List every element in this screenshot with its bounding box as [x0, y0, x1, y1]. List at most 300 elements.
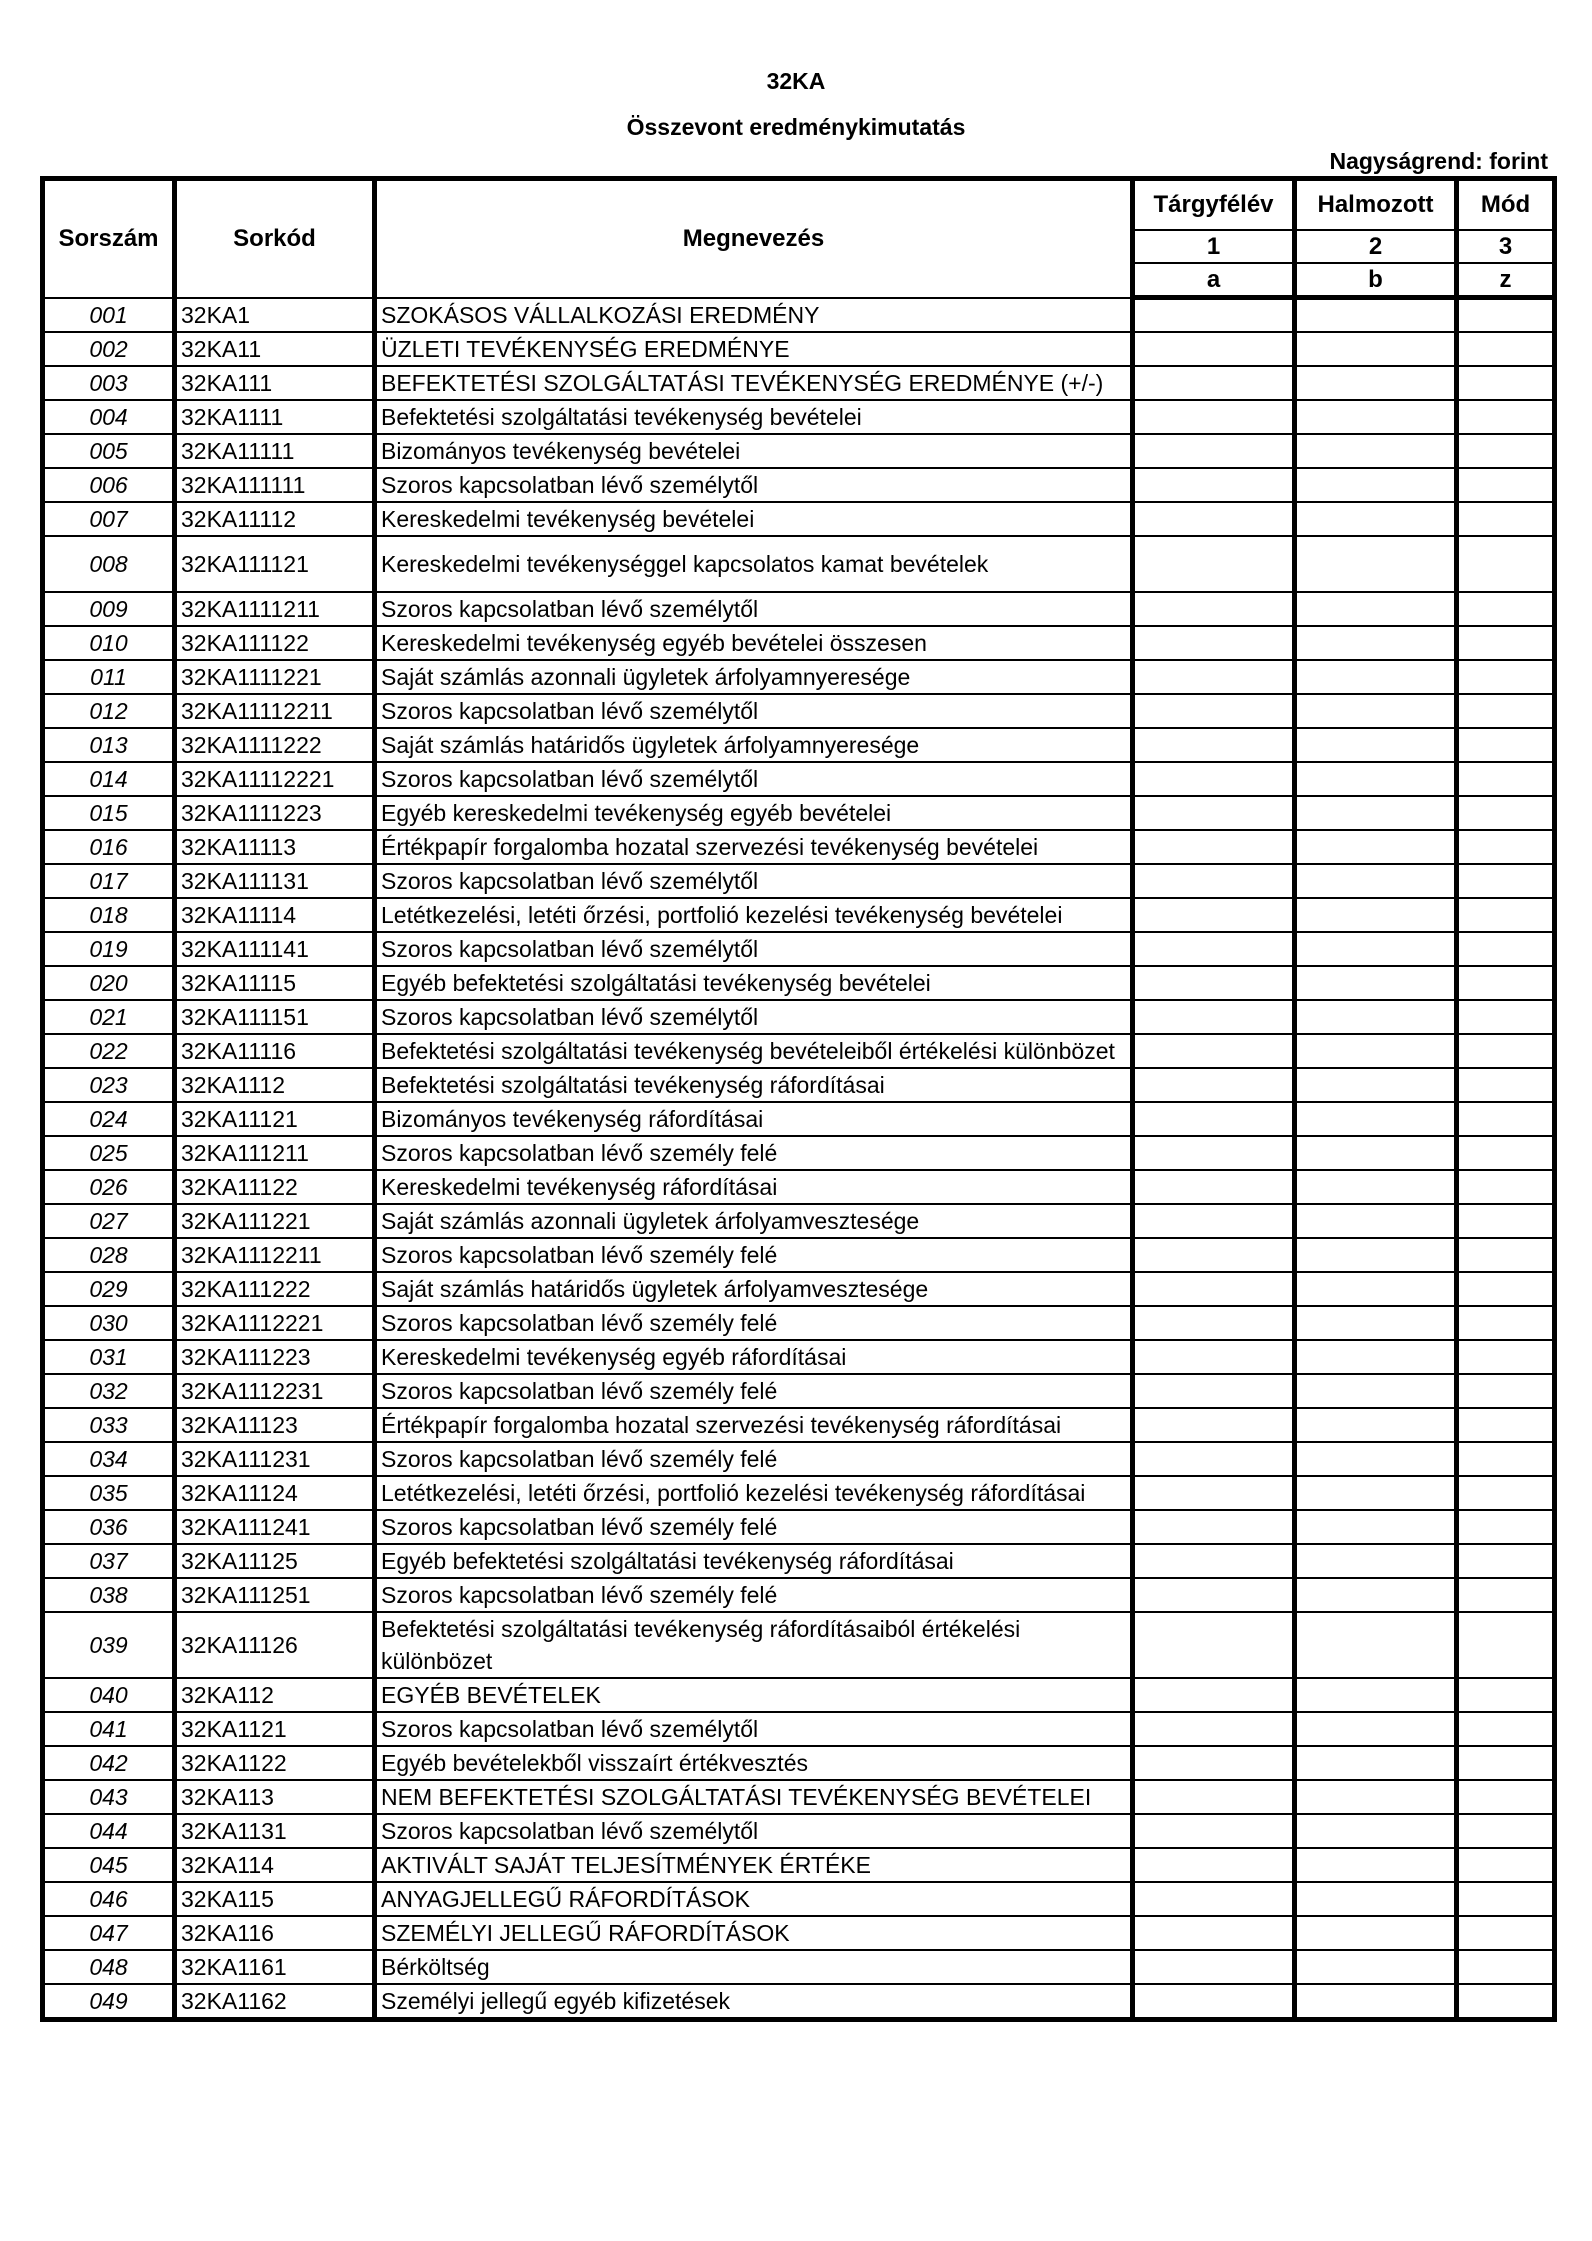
- row-sorszam: 032: [43, 1374, 175, 1408]
- row-sorkod: 32KA111121: [175, 536, 375, 592]
- row-sorkod: 32KA111111: [175, 468, 375, 502]
- row-megnevezes: Letétkezelési, letéti őrzési, portfolió kezelési tevékenység ráfordításai: [375, 1476, 1133, 1510]
- table-row: [43, 468, 1555, 502]
- row-value-mod[interactable]: [1457, 626, 1555, 660]
- row-value-halmozott[interactable]: [1295, 1170, 1457, 1204]
- row-value-halmozott[interactable]: [1295, 1306, 1457, 1340]
- table-row: [43, 1102, 1555, 1136]
- row-value-mod[interactable]: [1457, 1814, 1555, 1848]
- row-megnevezes: Értékpapír forgalomba hozatal szervezési tevékenység bevételei: [375, 830, 1133, 864]
- row-megnevezes: Bizományos tevékenység bevételei: [375, 434, 1133, 468]
- row-megnevezes: Szoros kapcsolatban lévő személy felé: [375, 1442, 1133, 1476]
- row-value-mod[interactable]: [1457, 1408, 1555, 1442]
- table-row: [43, 1746, 1555, 1780]
- row-value-halmozott[interactable]: [1295, 626, 1457, 660]
- row-value-targyfelev[interactable]: [1133, 1510, 1295, 1544]
- row-sorszam: 014: [43, 762, 175, 796]
- row-value-targyfelev[interactable]: [1133, 1170, 1295, 1204]
- row-value-targyfelev[interactable]: [1133, 762, 1295, 796]
- row-sorszam: 026: [43, 1170, 175, 1204]
- row-sorkod: 32KA11125: [175, 1544, 375, 1578]
- table-row: [43, 1476, 1555, 1510]
- row-sorszam: 038: [43, 1578, 175, 1612]
- row-megnevezes: Bérköltség: [375, 1950, 1133, 1984]
- table-row: [43, 1306, 1555, 1340]
- row-value-mod[interactable]: [1457, 332, 1555, 366]
- table-row: [43, 592, 1555, 626]
- row-megnevezes: ÜZLETI TEVÉKENYSÉG EREDMÉNYE: [375, 332, 1133, 366]
- row-sorkod: 32KA1111211: [175, 592, 375, 626]
- row-value-halmozott[interactable]: [1295, 1746, 1457, 1780]
- row-sorszam: 043: [43, 1780, 175, 1814]
- row-value-halmozott[interactable]: [1295, 1848, 1457, 1882]
- row-value-targyfelev[interactable]: [1133, 536, 1295, 592]
- row-value-halmozott[interactable]: [1295, 1408, 1457, 1442]
- row-value-mod[interactable]: [1457, 1442, 1555, 1476]
- row-value-targyfelev[interactable]: [1133, 1102, 1295, 1136]
- row-value-halmozott[interactable]: [1295, 332, 1457, 366]
- row-value-targyfelev[interactable]: [1133, 1000, 1295, 1034]
- row-sorszam: 013: [43, 728, 175, 762]
- row-value-halmozott[interactable]: [1295, 1136, 1457, 1170]
- document-subtitle: Összevont eredménykimutatás: [626, 114, 966, 140]
- row-value-mod[interactable]: [1457, 1950, 1555, 1984]
- row-value-targyfelev[interactable]: [1133, 864, 1295, 898]
- row-value-mod[interactable]: [1457, 1204, 1555, 1238]
- row-sorszam: 023: [43, 1068, 175, 1102]
- table-row: [43, 1578, 1555, 1612]
- table-row: [43, 762, 1555, 796]
- row-megnevezes: BEFEKTETÉSI SZOLGÁLTATÁSI TEVÉKENYSÉG EREDMÉNYE (+/-): [375, 366, 1133, 400]
- row-value-mod[interactable]: [1457, 1510, 1555, 1544]
- row-megnevezes: Egyéb befektetési szolgáltatási tevékenység ráfordításai: [375, 1544, 1133, 1578]
- row-value-targyfelev[interactable]: [1133, 1950, 1295, 1984]
- row-value-targyfelev[interactable]: [1133, 1442, 1295, 1476]
- row-value-targyfelev[interactable]: [1133, 1984, 1295, 2020]
- table-row: [43, 332, 1555, 366]
- row-megnevezes: Értékpapír forgalomba hozatal szervezési tevékenység ráfordításai: [375, 1408, 1133, 1442]
- table-row: [43, 1238, 1555, 1272]
- row-sorszam: 035: [43, 1476, 175, 1510]
- row-value-targyfelev[interactable]: [1133, 1340, 1295, 1374]
- row-sorszam: 016: [43, 830, 175, 864]
- row-megnevezes: Kereskedelmi tevékenység bevételei: [375, 502, 1133, 536]
- row-value-targyfelev[interactable]: [1133, 1272, 1295, 1306]
- row-value-mod[interactable]: [1457, 1984, 1555, 2020]
- row-value-targyfelev[interactable]: [1133, 830, 1295, 864]
- row-sorkod: 32KA111222: [175, 1272, 375, 1306]
- row-value-mod[interactable]: [1457, 592, 1555, 626]
- row-megnevezes: Kereskedelmi tevékenység ráfordításai: [375, 1170, 1133, 1204]
- row-value-mod[interactable]: [1457, 1272, 1555, 1306]
- row-sorszam: 020: [43, 966, 175, 1000]
- row-sorkod: 32KA1111221: [175, 660, 375, 694]
- row-value-targyfelev[interactable]: [1133, 966, 1295, 1000]
- row-value-mod[interactable]: [1457, 1170, 1555, 1204]
- row-value-targyfelev[interactable]: [1133, 1306, 1295, 1340]
- row-sorszam: 039: [43, 1612, 175, 1678]
- row-value-halmozott[interactable]: [1295, 1442, 1457, 1476]
- table-row: [43, 626, 1555, 660]
- row-value-targyfelev[interactable]: [1133, 1068, 1295, 1102]
- row-value-halmozott[interactable]: [1295, 1780, 1457, 1814]
- table-row: [43, 1204, 1555, 1238]
- row-value-halmozott[interactable]: [1295, 536, 1457, 592]
- row-value-mod[interactable]: [1457, 830, 1555, 864]
- row-value-targyfelev[interactable]: [1133, 932, 1295, 966]
- row-value-mod[interactable]: [1457, 1848, 1555, 1882]
- row-value-halmozott[interactable]: [1295, 1374, 1457, 1408]
- row-sorkod: 32KA111: [175, 366, 375, 400]
- table-row: [43, 1612, 1555, 1678]
- table-row: [43, 1984, 1555, 2020]
- row-value-mod[interactable]: [1457, 1916, 1555, 1950]
- row-value-halmozott[interactable]: [1295, 1204, 1457, 1238]
- row-value-halmozott[interactable]: [1295, 1578, 1457, 1612]
- table-row: [43, 830, 1555, 864]
- row-value-halmozott[interactable]: [1295, 1102, 1457, 1136]
- row-value-mod[interactable]: [1457, 468, 1555, 502]
- row-value-mod[interactable]: [1457, 536, 1555, 592]
- table-row: [43, 1442, 1555, 1476]
- row-value-halmozott[interactable]: [1295, 434, 1457, 468]
- row-megnevezes: Szoros kapcsolatban lévő személytől: [375, 1814, 1133, 1848]
- row-megnevezes: EGYÉB BEVÉTELEK: [375, 1678, 1133, 1712]
- row-sorkod: 32KA112: [175, 1678, 375, 1712]
- row-sorkod: 32KA115: [175, 1882, 375, 1916]
- header-targyfelev: Tárgyfélév: [1133, 179, 1295, 231]
- row-value-halmozott[interactable]: [1295, 1510, 1457, 1544]
- row-value-targyfelev[interactable]: [1133, 728, 1295, 762]
- row-sorkod: 32KA11124: [175, 1476, 375, 1510]
- row-value-targyfelev[interactable]: [1133, 1034, 1295, 1068]
- row-value-mod[interactable]: [1457, 1476, 1555, 1510]
- row-sorkod: 32KA1121: [175, 1712, 375, 1746]
- row-value-halmozott[interactable]: [1295, 1882, 1457, 1916]
- row-value-mod[interactable]: [1457, 502, 1555, 536]
- row-sorkod: 32KA1112211: [175, 1238, 375, 1272]
- row-value-targyfelev[interactable]: [1133, 502, 1295, 536]
- row-value-mod[interactable]: [1457, 660, 1555, 694]
- row-value-halmozott[interactable]: [1295, 1034, 1457, 1068]
- row-value-mod[interactable]: [1457, 1374, 1555, 1408]
- row-value-halmozott[interactable]: [1295, 1916, 1457, 1950]
- row-sorkod: 32KA114: [175, 1848, 375, 1882]
- row-value-mod[interactable]: [1457, 298, 1555, 332]
- row-value-mod[interactable]: [1457, 932, 1555, 966]
- header-sorszam: Sorszám: [43, 179, 175, 298]
- row-value-targyfelev[interactable]: [1133, 1204, 1295, 1238]
- row-value-halmozott[interactable]: [1295, 932, 1457, 966]
- row-value-targyfelev[interactable]: [1133, 434, 1295, 468]
- row-sorszam: 011: [43, 660, 175, 694]
- row-sorkod: 32KA111223: [175, 1340, 375, 1374]
- row-value-targyfelev[interactable]: [1133, 1544, 1295, 1578]
- row-value-targyfelev[interactable]: [1133, 1848, 1295, 1882]
- row-sorszam: 007: [43, 502, 175, 536]
- row-value-halmozott[interactable]: [1295, 762, 1457, 796]
- row-value-mod[interactable]: [1457, 1136, 1555, 1170]
- row-value-targyfelev[interactable]: [1133, 1374, 1295, 1408]
- row-value-mod[interactable]: [1457, 434, 1555, 468]
- row-sorkod: 32KA11: [175, 332, 375, 366]
- row-value-halmozott[interactable]: [1295, 660, 1457, 694]
- header-mod: Mód: [1457, 179, 1555, 231]
- row-value-targyfelev[interactable]: [1133, 694, 1295, 728]
- row-sorszam: 008: [43, 536, 175, 592]
- row-sorkod: 32KA1122: [175, 1746, 375, 1780]
- row-sorszam: 034: [43, 1442, 175, 1476]
- row-value-halmozott[interactable]: [1295, 864, 1457, 898]
- row-sorkod: 32KA1111: [175, 400, 375, 434]
- header-num-1: 1: [1133, 230, 1295, 263]
- row-sorszam: 021: [43, 1000, 175, 1034]
- row-value-targyfelev[interactable]: [1133, 298, 1295, 332]
- table-row: [43, 1000, 1555, 1034]
- row-sorkod: 32KA1112: [175, 1068, 375, 1102]
- row-value-halmozott[interactable]: [1295, 1950, 1457, 1984]
- row-value-targyfelev[interactable]: [1133, 898, 1295, 932]
- row-value-halmozott[interactable]: [1295, 1544, 1457, 1578]
- header-code-b: b: [1295, 263, 1457, 298]
- table-row: [43, 1374, 1555, 1408]
- row-value-targyfelev[interactable]: [1133, 592, 1295, 626]
- row-value-mod[interactable]: [1457, 1238, 1555, 1272]
- row-sorkod: 32KA11112221: [175, 762, 375, 796]
- row-value-mod[interactable]: [1457, 762, 1555, 796]
- row-value-mod[interactable]: [1457, 796, 1555, 830]
- row-value-mod[interactable]: [1457, 966, 1555, 1000]
- row-sorszam: 005: [43, 434, 175, 468]
- row-value-mod[interactable]: [1457, 694, 1555, 728]
- row-sorszam: 048: [43, 1950, 175, 1984]
- table-row: [43, 1272, 1555, 1306]
- row-megnevezes: Szoros kapcsolatban lévő személytől: [375, 932, 1133, 966]
- row-megnevezes: Szoros kapcsolatban lévő személytől: [375, 864, 1133, 898]
- row-value-halmozott[interactable]: [1295, 966, 1457, 1000]
- row-sorkod: 32KA111151: [175, 1000, 375, 1034]
- header-num-3: 3: [1457, 230, 1555, 263]
- header-num-2: 2: [1295, 230, 1457, 263]
- row-megnevezes: Saját számlás azonnali ügyletek árfolyamvesztesége: [375, 1204, 1133, 1238]
- table-row: [43, 536, 1555, 592]
- row-value-halmozott[interactable]: [1295, 1984, 1457, 2020]
- row-value-targyfelev[interactable]: [1133, 1476, 1295, 1510]
- table-row: [43, 966, 1555, 1000]
- row-value-halmozott[interactable]: [1295, 1272, 1457, 1306]
- row-value-targyfelev[interactable]: [1133, 400, 1295, 434]
- row-megnevezes: Szoros kapcsolatban lévő személytől: [375, 694, 1133, 728]
- row-value-halmozott[interactable]: [1295, 1068, 1457, 1102]
- row-megnevezes: Befektetési szolgáltatási tevékenység ráfordításaiból értékelési különbözet: [375, 1612, 1133, 1678]
- row-sorkod: 32KA11122: [175, 1170, 375, 1204]
- row-megnevezes: Szoros kapcsolatban lévő személy felé: [375, 1374, 1133, 1408]
- row-megnevezes: NEM BEFEKTETÉSI SZOLGÁLTATÁSI TEVÉKENYSÉG BEVÉTELEI: [375, 1780, 1133, 1814]
- row-sorkod: 32KA116: [175, 1916, 375, 1950]
- row-sorszam: 045: [43, 1848, 175, 1882]
- row-value-halmozott[interactable]: [1295, 468, 1457, 502]
- row-value-halmozott[interactable]: [1295, 1340, 1457, 1374]
- row-megnevezes: SZOKÁSOS VÁLLALKOZÁSI EREDMÉNY: [375, 298, 1133, 332]
- row-megnevezes: Szoros kapcsolatban lévő személy felé: [375, 1136, 1133, 1170]
- row-value-halmozott[interactable]: [1295, 830, 1457, 864]
- table-row: [43, 1034, 1555, 1068]
- row-megnevezes: Szoros kapcsolatban lévő személytől: [375, 1000, 1133, 1034]
- row-sorkod: 32KA111221: [175, 1204, 375, 1238]
- row-sorkod: 32KA11126: [175, 1612, 375, 1678]
- table-row: [43, 1340, 1555, 1374]
- row-value-targyfelev[interactable]: [1133, 332, 1295, 366]
- table-row: [43, 694, 1555, 728]
- row-megnevezes: Bizományos tevékenység ráfordításai: [375, 1102, 1133, 1136]
- header-sorkod: Sorkód: [175, 179, 375, 298]
- row-sorszam: 044: [43, 1814, 175, 1848]
- table-row: [43, 502, 1555, 536]
- row-value-halmozott[interactable]: [1295, 1000, 1457, 1034]
- row-value-mod[interactable]: [1457, 1034, 1555, 1068]
- row-value-targyfelev[interactable]: [1133, 796, 1295, 830]
- row-value-targyfelev[interactable]: [1133, 1712, 1295, 1746]
- table-row: [43, 1068, 1555, 1102]
- row-sorszam: 031: [43, 1340, 175, 1374]
- table-row: [43, 728, 1555, 762]
- table-row: [43, 434, 1555, 468]
- row-value-mod[interactable]: [1457, 400, 1555, 434]
- row-megnevezes: Kereskedelmi tevékenység egyéb ráfordításai: [375, 1340, 1133, 1374]
- row-value-mod[interactable]: [1457, 1780, 1555, 1814]
- row-value-halmozott[interactable]: [1295, 796, 1457, 830]
- row-value-targyfelev[interactable]: [1133, 1612, 1295, 1678]
- row-sorkod: 32KA111131: [175, 864, 375, 898]
- row-megnevezes: Kereskedelmi tevékenységgel kapcsolatos kamat bevételek: [375, 536, 1133, 592]
- row-value-mod[interactable]: [1457, 1068, 1555, 1102]
- row-value-halmozott[interactable]: [1295, 898, 1457, 932]
- row-megnevezes: Szoros kapcsolatban lévő személytől: [375, 592, 1133, 626]
- table-row: [43, 1170, 1555, 1204]
- row-sorkod: 32KA11114: [175, 898, 375, 932]
- row-sorkod: 32KA11123: [175, 1408, 375, 1442]
- row-sorszam: 009: [43, 592, 175, 626]
- row-value-targyfelev[interactable]: [1133, 1780, 1295, 1814]
- row-sorkod: 32KA11113: [175, 830, 375, 864]
- row-megnevezes: SZEMÉLYI JELLEGŰ RÁFORDÍTÁSOK: [375, 1916, 1133, 1950]
- row-sorszam: 017: [43, 864, 175, 898]
- row-sorkod: 32KA1111222: [175, 728, 375, 762]
- row-value-targyfelev[interactable]: [1133, 1916, 1295, 1950]
- row-sorkod: 32KA1: [175, 298, 375, 332]
- row-value-halmozott[interactable]: [1295, 1814, 1457, 1848]
- unit-note: Nagyságrend: forint: [1329, 148, 1548, 174]
- row-value-halmozott[interactable]: [1295, 728, 1457, 762]
- row-value-mod[interactable]: [1457, 1678, 1555, 1712]
- row-value-mod[interactable]: [1457, 1712, 1555, 1746]
- row-value-halmozott[interactable]: [1295, 592, 1457, 626]
- row-value-halmozott[interactable]: [1295, 366, 1457, 400]
- report-rows: [43, 298, 1555, 2020]
- row-sorszam: 027: [43, 1204, 175, 1238]
- row-value-mod[interactable]: [1457, 1612, 1555, 1678]
- row-sorszam: 019: [43, 932, 175, 966]
- row-sorkod: 32KA1111223: [175, 796, 375, 830]
- row-value-halmozott[interactable]: [1295, 400, 1457, 434]
- table-row: [43, 1408, 1555, 1442]
- table-row: [43, 400, 1555, 434]
- row-sorszam: 015: [43, 796, 175, 830]
- row-sorkod: 32KA111211: [175, 1136, 375, 1170]
- row-value-targyfelev[interactable]: [1133, 1238, 1295, 1272]
- row-value-mod[interactable]: [1457, 366, 1555, 400]
- row-value-targyfelev[interactable]: [1133, 468, 1295, 502]
- row-sorkod: 32KA11121: [175, 1102, 375, 1136]
- row-value-targyfelev[interactable]: [1133, 1882, 1295, 1916]
- table-row: [43, 898, 1555, 932]
- row-value-targyfelev[interactable]: [1133, 1746, 1295, 1780]
- row-sorkod: 32KA1161: [175, 1950, 375, 1984]
- row-value-mod[interactable]: [1457, 1306, 1555, 1340]
- row-value-mod[interactable]: [1457, 1102, 1555, 1136]
- row-megnevezes: Szoros kapcsolatban lévő személy felé: [375, 1578, 1133, 1612]
- row-value-targyfelev[interactable]: [1133, 1678, 1295, 1712]
- document-title: 32KA: [766, 68, 826, 94]
- row-value-halmozott[interactable]: [1295, 694, 1457, 728]
- row-value-halmozott[interactable]: [1295, 298, 1457, 332]
- row-megnevezes: Szoros kapcsolatban lévő személy felé: [375, 1238, 1133, 1272]
- row-value-targyfelev[interactable]: [1133, 1408, 1295, 1442]
- row-value-mod[interactable]: [1457, 728, 1555, 762]
- row-sorkod: 32KA111141: [175, 932, 375, 966]
- row-sorszam: 030: [43, 1306, 175, 1340]
- row-megnevezes: Befektetési szolgáltatási tevékenység bevételeiből értékelési különbözet: [375, 1034, 1133, 1068]
- row-value-targyfelev[interactable]: [1133, 626, 1295, 660]
- row-sorkod: 32KA11112211: [175, 694, 375, 728]
- row-sorkod: 32KA1131: [175, 1814, 375, 1848]
- row-sorszam: 046: [43, 1882, 175, 1916]
- row-value-halmozott[interactable]: [1295, 502, 1457, 536]
- row-value-mod[interactable]: [1457, 1340, 1555, 1374]
- row-sorszam: 004: [43, 400, 175, 434]
- row-megnevezes: Kereskedelmi tevékenység egyéb bevételei összesen: [375, 626, 1133, 660]
- row-value-mod[interactable]: [1457, 898, 1555, 932]
- row-value-targyfelev[interactable]: [1133, 1814, 1295, 1848]
- row-sorszam: 001: [43, 298, 175, 332]
- row-megnevezes: Saját számlás határidős ügyletek árfolyamnyeresége: [375, 728, 1133, 762]
- row-value-targyfelev[interactable]: [1133, 1136, 1295, 1170]
- row-value-halmozott[interactable]: [1295, 1476, 1457, 1510]
- row-value-halmozott[interactable]: [1295, 1612, 1457, 1678]
- row-sorszam: 047: [43, 1916, 175, 1950]
- table-row: [43, 796, 1555, 830]
- row-sorkod: 32KA1162: [175, 1984, 375, 2020]
- table-row: [43, 1814, 1555, 1848]
- row-value-targyfelev[interactable]: [1133, 1578, 1295, 1612]
- row-sorszam: 036: [43, 1510, 175, 1544]
- row-sorkod: 32KA111122: [175, 626, 375, 660]
- row-megnevezes: ANYAGJELLEGŰ RÁFORDÍTÁSOK: [375, 1882, 1133, 1916]
- row-value-halmozott[interactable]: [1295, 1678, 1457, 1712]
- row-megnevezes: Szoros kapcsolatban lévő személy felé: [375, 1510, 1133, 1544]
- row-value-mod[interactable]: [1457, 1882, 1555, 1916]
- row-value-targyfelev[interactable]: [1133, 660, 1295, 694]
- row-value-halmozott[interactable]: [1295, 1712, 1457, 1746]
- row-value-halmozott[interactable]: [1295, 1238, 1457, 1272]
- row-sorkod: 32KA11115: [175, 966, 375, 1000]
- row-value-mod[interactable]: [1457, 1000, 1555, 1034]
- row-value-targyfelev[interactable]: [1133, 366, 1295, 400]
- row-value-mod[interactable]: [1457, 1544, 1555, 1578]
- row-value-mod[interactable]: [1457, 864, 1555, 898]
- row-value-mod[interactable]: [1457, 1746, 1555, 1780]
- row-value-mod[interactable]: [1457, 1578, 1555, 1612]
